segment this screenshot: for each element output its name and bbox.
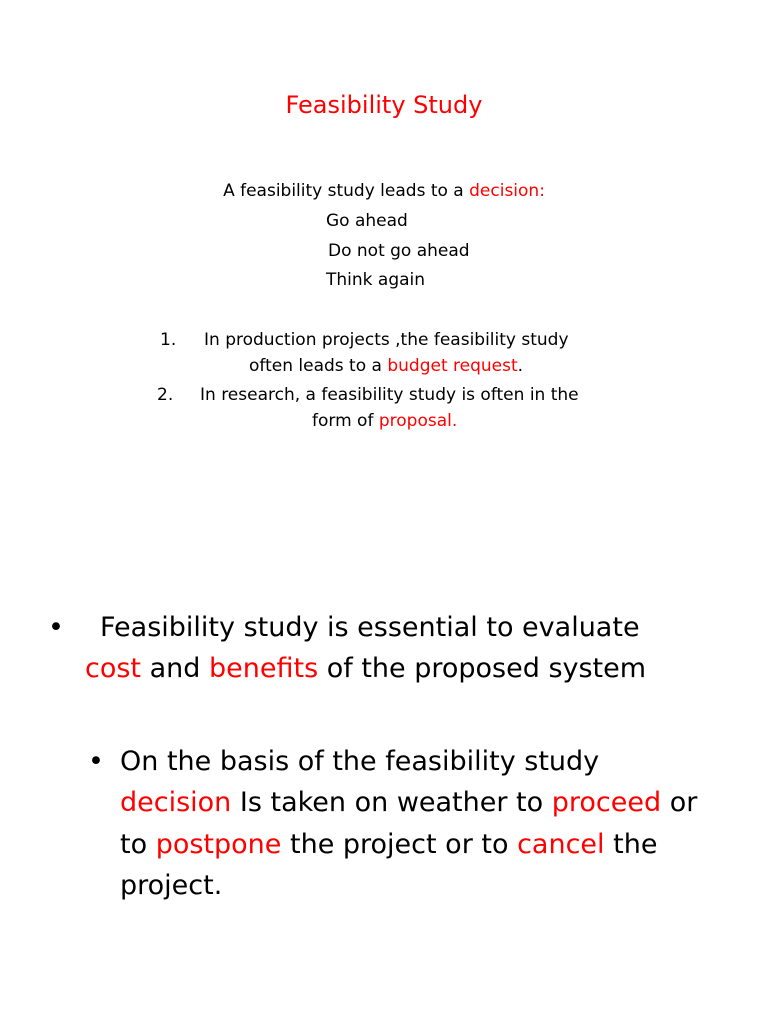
bullet-text: the	[604, 829, 658, 860]
bullet-line: Feasibility study is essential to evaluate	[100, 612, 640, 643]
list-line: In research, a feasibility study is often in the	[200, 385, 579, 405]
list-text: .	[517, 356, 524, 376]
page-title: Feasibility Study	[285, 91, 483, 119]
option-think-again: Think again	[326, 270, 426, 290]
option-do-not-go-ahead: Do not go ahead	[328, 241, 470, 261]
intro-highlight: decision:	[469, 181, 545, 201]
option-go-ahead: Go ahead	[326, 211, 408, 231]
bullet-highlight: cost	[85, 653, 142, 684]
bullet-highlight: cancel	[517, 829, 605, 860]
list-number: 2.	[157, 385, 174, 405]
intro-line	[0, 180, 768, 202]
list-line: In production projects ,the feasibility study	[204, 330, 569, 350]
bullet-line	[120, 785, 697, 821]
intro-prefix: A feasibility study leads to a	[223, 181, 470, 201]
bullet-text: the project or to	[281, 829, 518, 860]
bullet-text: or	[661, 787, 698, 818]
bullet-text: of the proposed system	[318, 653, 647, 684]
bullet-highlight: decision	[120, 787, 232, 818]
list-highlight: budget request	[387, 356, 518, 376]
bullet-icon: •	[88, 746, 104, 777]
bullet-icon: •	[48, 612, 64, 643]
bullet-line	[120, 827, 657, 863]
bullet-line	[85, 651, 646, 687]
bullet-line: project.	[120, 870, 223, 901]
list-text: often leads to a	[249, 356, 388, 376]
bullet-line: On the basis of the feasibility study	[120, 746, 600, 777]
bullet-text: to	[120, 829, 156, 860]
bullet-highlight: benefits	[209, 653, 319, 684]
bullet-highlight: proceed	[551, 787, 662, 818]
bullet-text: Is taken on weather to	[231, 787, 552, 818]
list-line	[312, 410, 457, 432]
list-text: form of	[312, 411, 379, 431]
list-highlight: proposal.	[378, 411, 458, 431]
list-line	[249, 355, 523, 377]
bullet-text: and	[141, 653, 209, 684]
list-number: 1.	[160, 330, 177, 350]
bullet-highlight: postpone	[155, 829, 282, 860]
